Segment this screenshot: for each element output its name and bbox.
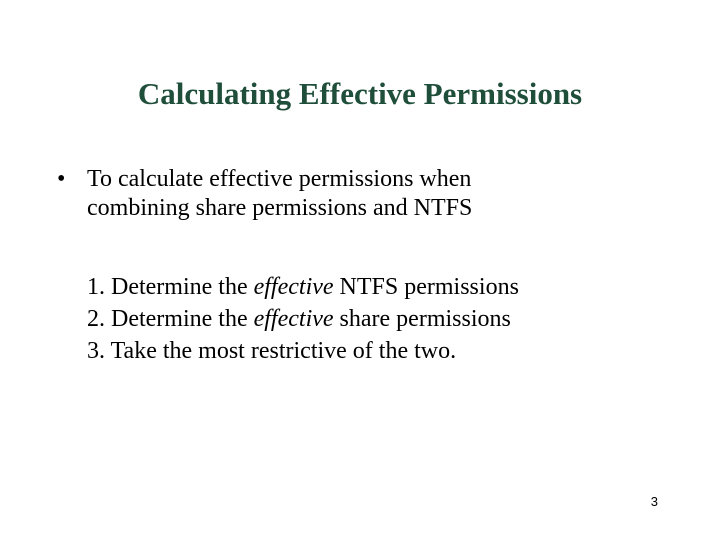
step-2-prefix: 2. Determine the (87, 306, 254, 332)
bullet-icon: • (57, 166, 66, 192)
steps-list (87, 271, 687, 367)
step-1 (87, 271, 687, 303)
bullet-line-2: combining share permissions and NTFS (87, 195, 473, 221)
step-1-prefix: 1. Determine the (87, 274, 254, 300)
step-1-emphasis: effective (253, 274, 334, 300)
step-2 (87, 303, 687, 335)
step-2-emphasis: effective (253, 306, 334, 332)
step-2-suffix: share permissions (333, 306, 511, 332)
bullet-text (87, 165, 657, 223)
step-3-text: 3. Take the most restrictive of the two. (87, 338, 457, 364)
step-3 (87, 335, 687, 367)
page-number: 3 (650, 494, 658, 509)
slide-title: Calculating Effective Permissions (137, 76, 583, 111)
bullet-item (57, 165, 657, 223)
bullet-line-1: To calculate effective permissions when (87, 166, 472, 192)
step-1-suffix: NTFS permissions (333, 274, 519, 300)
